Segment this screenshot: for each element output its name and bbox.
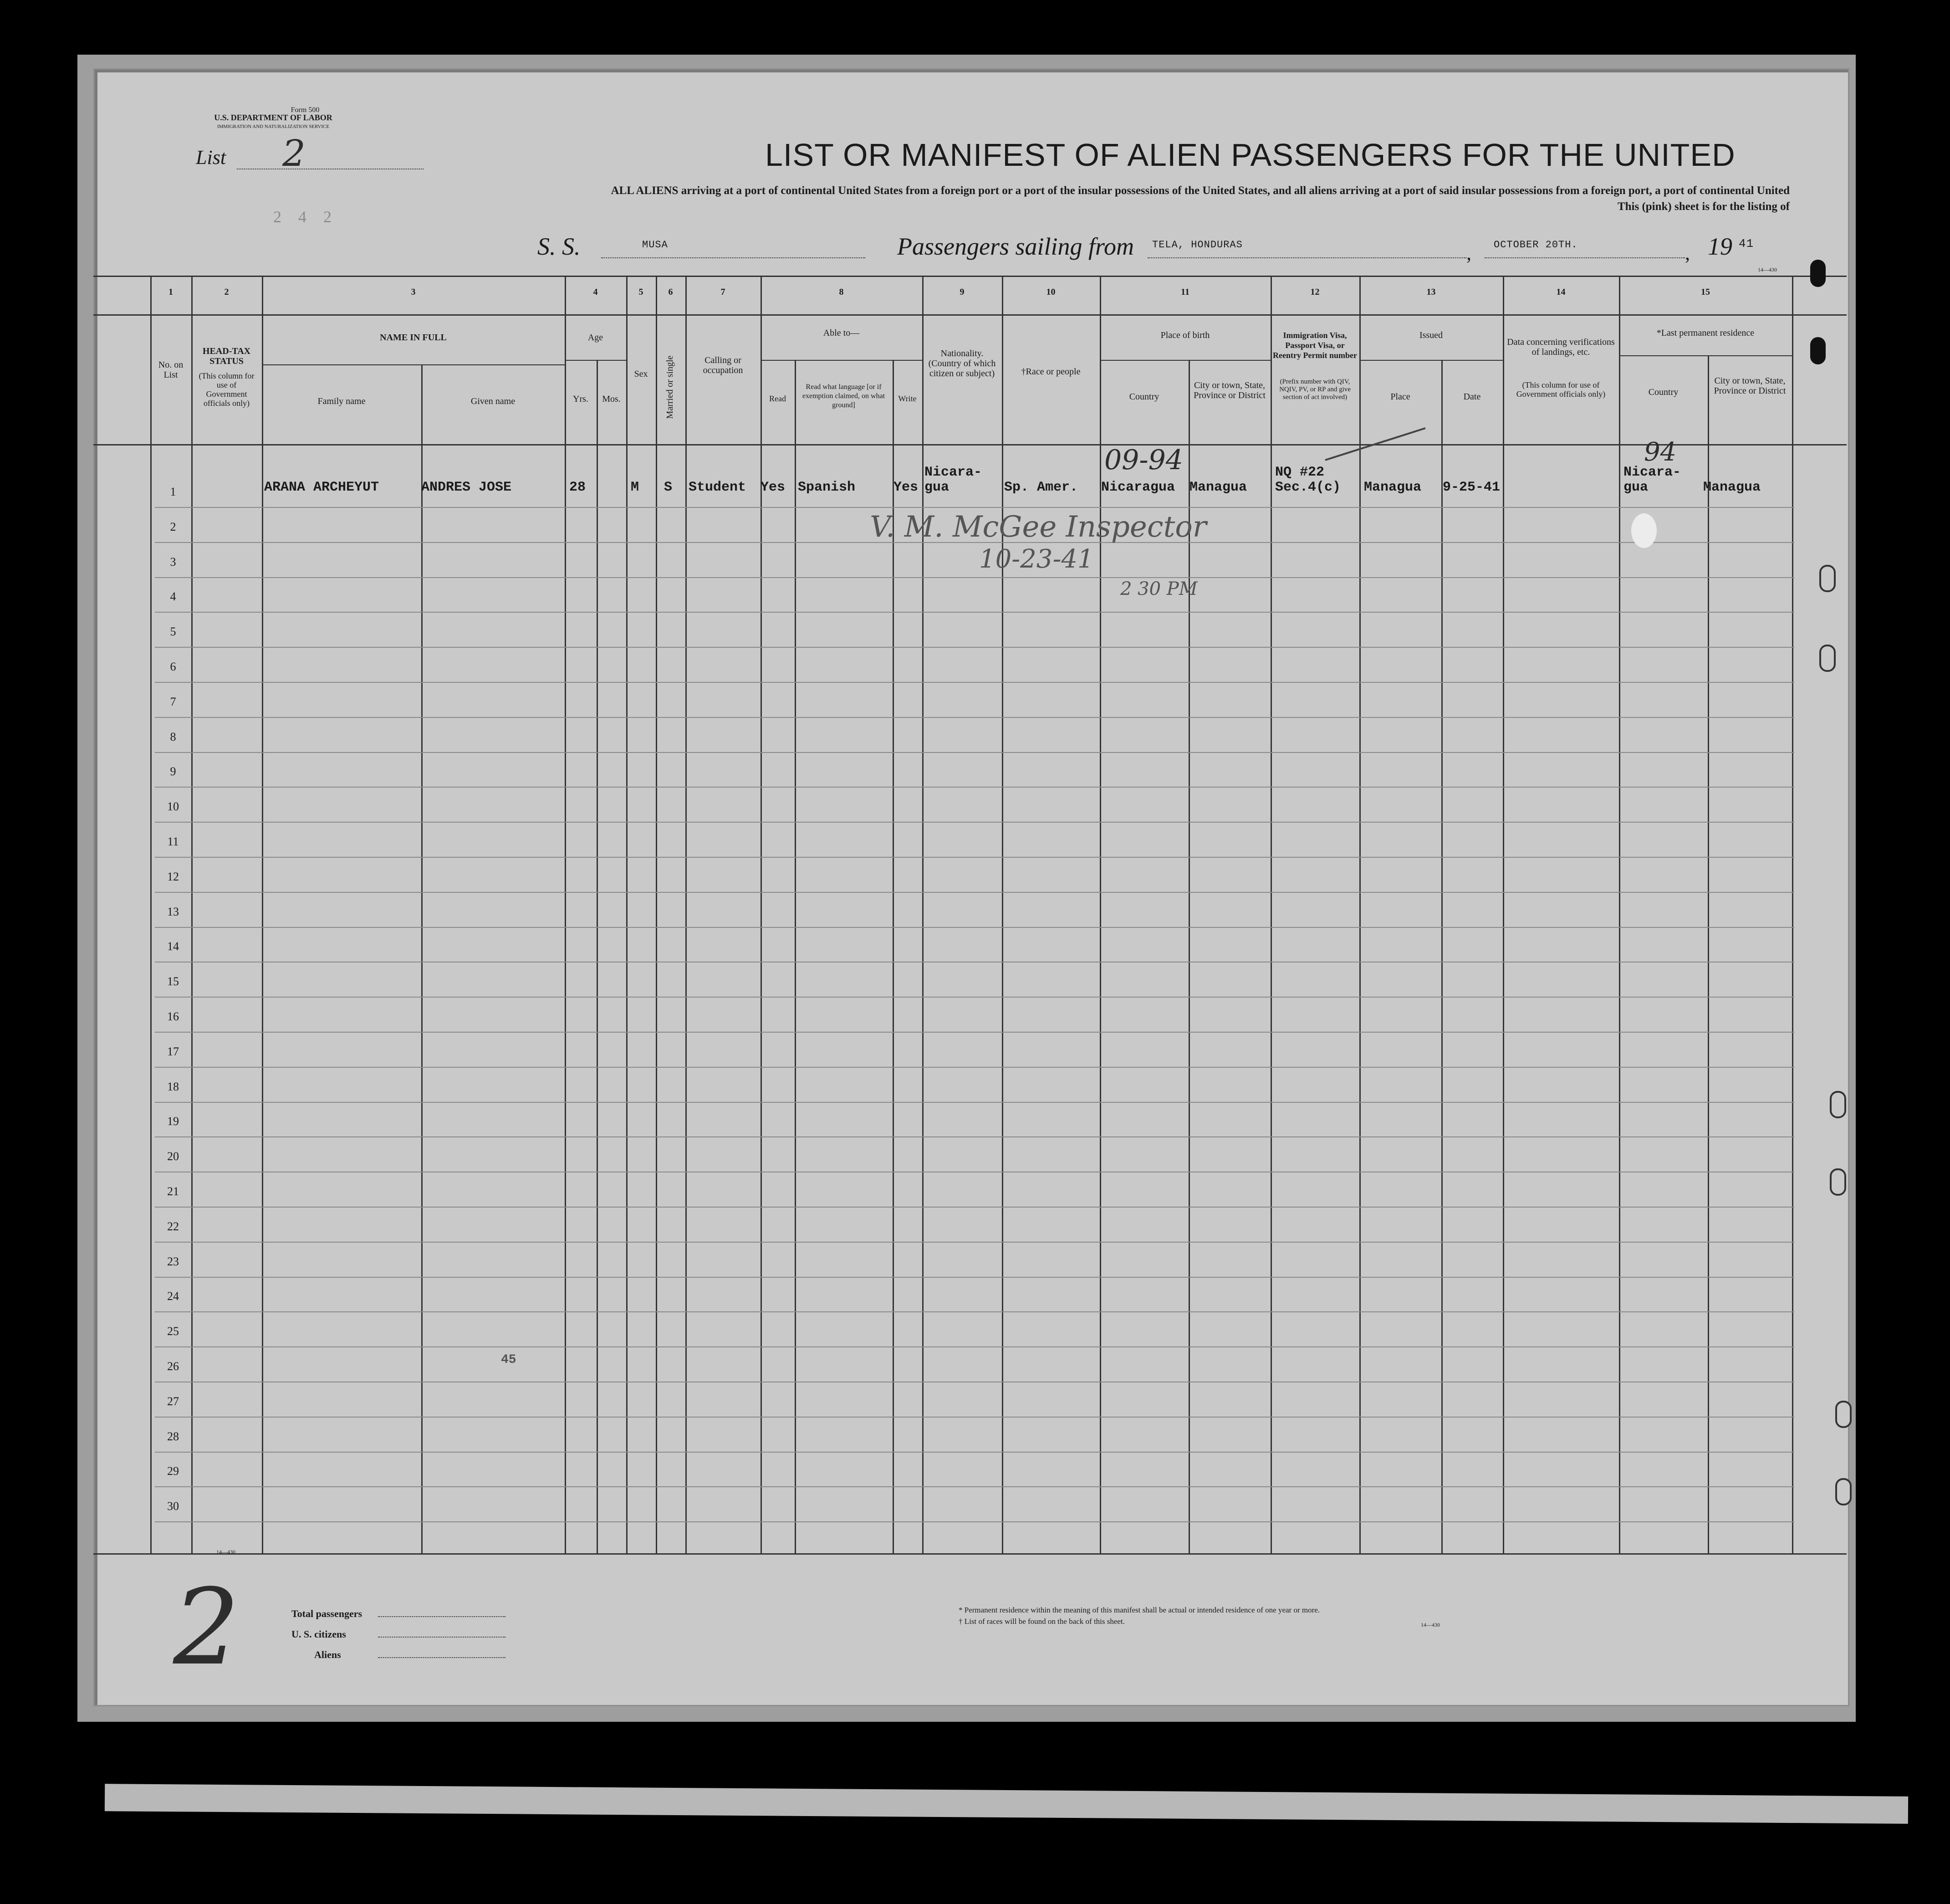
col-data-note: (This column for use of Government officials only) xyxy=(1516,380,1606,399)
col-line xyxy=(685,276,687,1553)
row-line xyxy=(155,1277,1794,1278)
row-line xyxy=(155,822,1794,823)
port-line xyxy=(1148,257,1466,258)
col-line xyxy=(656,276,657,1553)
col-able-to: Able to— xyxy=(823,328,860,338)
ship-line xyxy=(601,257,865,258)
row-number: 15 xyxy=(167,975,179,988)
col-number: 9 xyxy=(960,287,965,297)
row-line xyxy=(155,1486,1794,1487)
col-number: 1 xyxy=(168,287,173,297)
row-number: 29 xyxy=(167,1464,179,1478)
inspector-signature: V. M. McGee Inspector xyxy=(870,510,1207,544)
passenger-res-country-2: gua xyxy=(1623,480,1649,495)
row-line xyxy=(155,787,1794,788)
row-number: 12 xyxy=(167,870,179,883)
passenger-birth-country: Nicaragua xyxy=(1101,480,1175,495)
col-line xyxy=(1441,360,1443,1553)
col-name-in-full: NAME IN FULL xyxy=(380,333,447,343)
binder-hole xyxy=(1830,1168,1846,1196)
col-line xyxy=(1100,276,1101,1553)
row-line xyxy=(155,1032,1794,1033)
passenger-res-city: Managua xyxy=(1703,480,1761,495)
row-number: 1 xyxy=(170,485,176,498)
passenger-issued-date: 9-25-41 xyxy=(1443,480,1501,495)
col-issued-date: Date xyxy=(1463,392,1481,402)
birth-code-annotation: 09-94 xyxy=(1104,444,1183,476)
col-nationality: Nationality. (Country of which citizen or subject) xyxy=(928,348,996,379)
row-line xyxy=(155,752,1794,753)
passenger-nationality-1: Nicara- xyxy=(924,465,982,480)
row-number: 19 xyxy=(167,1115,179,1128)
col-visa-note: (Prefix number with QIV, NQIV, PV, or RP and give section of act involved) xyxy=(1279,378,1351,401)
subtitle-1: ALL ALIENS arriving at a port of continental United States from a foreign port or a port of the insular possessions of the United States, and all aliens arriving at a port of said insular possessions from a foreign port, a port of continental United xyxy=(611,184,1790,197)
table-top-line xyxy=(93,276,1847,277)
col-line xyxy=(795,360,796,1553)
table-bottom-line xyxy=(93,1553,1847,1555)
col-family-name: Family name xyxy=(317,396,366,406)
passenger-sex: M xyxy=(631,480,639,495)
col-number: 5 xyxy=(638,287,643,297)
inspection-time: 2 30 PM xyxy=(1120,578,1198,599)
row-line xyxy=(155,1136,1794,1137)
col-number: 8 xyxy=(839,287,844,297)
page-title: LIST OR MANIFEST OF ALIEN PASSENGERS FOR THE UNITED xyxy=(765,137,1736,173)
port-name: TELA, HONDURAS xyxy=(1152,239,1243,251)
footer-total-passengers: Total passengers xyxy=(291,1608,362,1619)
check-mark xyxy=(1321,424,1430,465)
col-number: 15 xyxy=(1701,287,1710,297)
passenger-given-name: ANDRES JOSE xyxy=(421,480,512,495)
col-res-country: Country xyxy=(1648,387,1679,397)
row-number: 6 xyxy=(170,660,176,673)
inspection-date: 10-23-41 xyxy=(979,544,1094,574)
row-number: 9 xyxy=(170,765,176,778)
passenger-age: 28 xyxy=(569,480,586,495)
row-number: 30 xyxy=(167,1500,179,1513)
footer-us-line xyxy=(378,1637,505,1638)
col-number: 3 xyxy=(411,287,416,297)
passenger-visa-2: Sec.4(c) xyxy=(1275,480,1341,495)
row-line xyxy=(155,682,1794,683)
col-line xyxy=(761,276,762,1553)
row-line xyxy=(155,1452,1794,1453)
footer-us-citizens: U. S. citizens xyxy=(291,1628,346,1640)
col-number: 2 xyxy=(224,287,229,297)
footer-code-left: 14—430 xyxy=(216,1549,235,1555)
row-line xyxy=(155,927,1794,928)
col-line xyxy=(1503,276,1504,1553)
col-line xyxy=(626,276,628,1553)
row-number: 24 xyxy=(167,1290,179,1303)
col-visa: Immigration Visa, Passport Visa, or Reentry Permit number xyxy=(1273,331,1357,360)
col-calling: Calling or occupation xyxy=(703,355,743,375)
col-no-on-list: No. on List xyxy=(158,360,184,380)
col-read-what: Read what language [or if exemption claimed, on what ground] xyxy=(802,383,885,409)
row-number: 3 xyxy=(170,555,176,568)
passenger-marital: S xyxy=(664,480,673,495)
row-number: 16 xyxy=(167,1010,179,1023)
comma-2: , xyxy=(1685,242,1690,264)
col-line xyxy=(1792,276,1793,1553)
col-head-tax: HEAD-TAX STATUS xyxy=(202,346,251,366)
row-number: 5 xyxy=(170,625,176,638)
col-line xyxy=(922,276,924,1553)
col-number: 6 xyxy=(668,287,673,297)
row-line xyxy=(155,507,1794,508)
year-prefix: 19 xyxy=(1708,233,1732,260)
col-birth-city: City or town, State, Province or District xyxy=(1194,380,1266,400)
footer-note-1: * Permanent residence within the meaning of this manifest shall be actual or intended residence of one year or more. xyxy=(959,1606,1320,1614)
col-line xyxy=(597,360,598,1553)
tally-mark: 2 xyxy=(173,1567,240,1689)
passenger-write: Yes xyxy=(893,480,919,495)
row-line xyxy=(155,1417,1794,1418)
row-line xyxy=(155,1067,1794,1068)
paper-blemish xyxy=(1628,510,1660,551)
col-line xyxy=(191,276,193,1553)
col-number: 4 xyxy=(593,287,598,297)
col-age: Age xyxy=(587,333,603,343)
list-value: 2 xyxy=(282,132,306,174)
row-number: 17 xyxy=(167,1045,179,1058)
row-line xyxy=(155,1102,1794,1103)
form-code-top: 14—430 xyxy=(1758,266,1777,273)
col-sex: Sex xyxy=(634,369,648,379)
subtitle-2: This (pink) sheet is for the listing of xyxy=(1617,200,1790,213)
passenger-res-country-1: Nicara- xyxy=(1623,465,1681,480)
ss-label: S. S. xyxy=(537,233,581,260)
binder-hole xyxy=(1819,565,1836,592)
row-line xyxy=(155,1207,1794,1208)
col-data-concerning: Data concerning verifications of landings, etc. xyxy=(1507,337,1615,357)
col-birth-country: Country xyxy=(1129,392,1159,402)
passenger-nationality-2: gua xyxy=(924,480,949,495)
row-number: 13 xyxy=(167,905,179,918)
ship-name: MUSA xyxy=(642,239,668,251)
col-age-mos: Mos. xyxy=(602,394,621,404)
col-line xyxy=(1619,276,1620,1553)
row-line xyxy=(155,612,1794,613)
passenger-family-name: ARANA ARCHEYUT xyxy=(264,480,379,495)
row-number: 20 xyxy=(167,1150,179,1163)
row-line xyxy=(155,1242,1794,1243)
row-number: 18 xyxy=(167,1080,179,1093)
col-read: Read xyxy=(769,394,786,403)
footer-code-right: 14—430 xyxy=(1421,1622,1440,1628)
col-number: 12 xyxy=(1310,287,1320,297)
footer-aliens: Aliens xyxy=(314,1649,341,1660)
row-number: 8 xyxy=(170,730,176,743)
list-label: List xyxy=(196,146,226,169)
row-number: 14 xyxy=(167,940,179,953)
stamp-number: 45 xyxy=(501,1353,516,1367)
row-number: 26 xyxy=(167,1360,179,1373)
row-line xyxy=(155,717,1794,718)
issued-subheader-line xyxy=(1359,360,1503,361)
row-line xyxy=(155,857,1794,858)
faint-stamp: 2 4 2 xyxy=(273,208,338,226)
col-issued-place: Place xyxy=(1390,392,1410,402)
colnum-bottom-line xyxy=(93,314,1847,316)
row-line xyxy=(155,1311,1794,1312)
birth-subheader-line xyxy=(1100,360,1271,361)
name-subheader-line xyxy=(262,364,565,365)
row-line xyxy=(155,577,1794,578)
col-number: 14 xyxy=(1556,287,1566,297)
row-number: 21 xyxy=(167,1185,179,1198)
row-line xyxy=(155,892,1794,893)
sailing-date: OCTOBER 20TH. xyxy=(1494,239,1578,251)
row-number: 7 xyxy=(170,695,176,708)
row-line xyxy=(155,647,1794,648)
col-write: Write xyxy=(898,394,917,403)
row-number: 10 xyxy=(167,800,179,813)
sailing-label: Passengers sailing from xyxy=(897,233,1134,260)
col-number: 11 xyxy=(1181,287,1189,297)
col-number: 10 xyxy=(1046,287,1056,297)
department-label: U.S. DEPARTMENT OF LABOR xyxy=(214,113,332,122)
age-subheader-line xyxy=(565,360,626,361)
col-line xyxy=(1708,355,1709,1553)
comma-1: , xyxy=(1466,242,1471,264)
col-race: †Race or people xyxy=(1021,367,1081,377)
col-number: 13 xyxy=(1426,287,1436,297)
year-suffix: 41 xyxy=(1739,237,1754,251)
col-line xyxy=(262,276,263,1553)
col-age-yrs: Yrs. xyxy=(573,394,588,404)
binder-hole xyxy=(1830,1091,1846,1118)
date-line xyxy=(1485,257,1685,258)
passenger-language: Spanish xyxy=(798,480,856,495)
col-line xyxy=(1002,276,1003,1553)
able-subheader-line xyxy=(761,360,922,361)
passenger-visa-1: NQ #22 xyxy=(1275,465,1325,480)
footer-note-2: † List of races will be found on the back of this sheet. xyxy=(959,1617,1125,1626)
col-married: Married or single xyxy=(665,355,675,419)
col-res-city: City or town, State, Province or District xyxy=(1714,376,1786,396)
row-number: 2 xyxy=(170,520,176,533)
row-line xyxy=(155,997,1794,998)
row-number: 27 xyxy=(167,1395,179,1408)
res-code-annotation: 94 xyxy=(1644,437,1677,467)
row-number: 4 xyxy=(170,590,176,603)
binder-hole xyxy=(1835,1401,1852,1428)
form-number: Form 500 xyxy=(291,106,320,114)
row-number: 22 xyxy=(167,1220,179,1233)
binder-hole xyxy=(1835,1478,1852,1505)
row-number: 23 xyxy=(167,1255,179,1268)
row-number: 11 xyxy=(167,835,179,848)
col-given-name: Given name xyxy=(470,396,516,406)
binder-hole xyxy=(1819,645,1836,672)
footer-total-line xyxy=(378,1616,505,1617)
passenger-race: Sp. Amer. xyxy=(1004,480,1078,495)
back-sheet-edge xyxy=(105,1784,1908,1824)
col-line xyxy=(150,276,152,1553)
col-line xyxy=(1359,276,1361,1553)
service-label: IMMIGRATION AND NATURALIZATION SERVICE xyxy=(217,124,330,129)
col-last-residence: *Last permanent residence xyxy=(1656,328,1755,338)
passenger-read: Yes xyxy=(761,480,786,495)
residence-subheader-line xyxy=(1619,355,1792,356)
row-number: 28 xyxy=(167,1430,179,1443)
col-place-of-birth: Place of birth xyxy=(1160,330,1210,340)
row-line xyxy=(155,1346,1794,1347)
row-number: 25 xyxy=(167,1325,179,1338)
col-line xyxy=(1271,276,1272,1553)
col-head-tax-note: (This column for use of Government officials only) xyxy=(199,371,255,408)
binder-hole xyxy=(1810,337,1826,364)
header-bottom-line xyxy=(93,444,1847,445)
footer-aliens-line xyxy=(378,1657,505,1658)
col-line xyxy=(565,276,566,1553)
col-issued: Issued xyxy=(1419,330,1443,340)
passenger-occupation: Student xyxy=(689,480,746,495)
col-number: 7 xyxy=(720,287,725,297)
binder-hole xyxy=(1810,260,1826,287)
row-line xyxy=(155,1521,1794,1522)
passenger-birth-city: Managua xyxy=(1189,480,1247,495)
passenger-issued-place: Managua xyxy=(1364,480,1422,495)
